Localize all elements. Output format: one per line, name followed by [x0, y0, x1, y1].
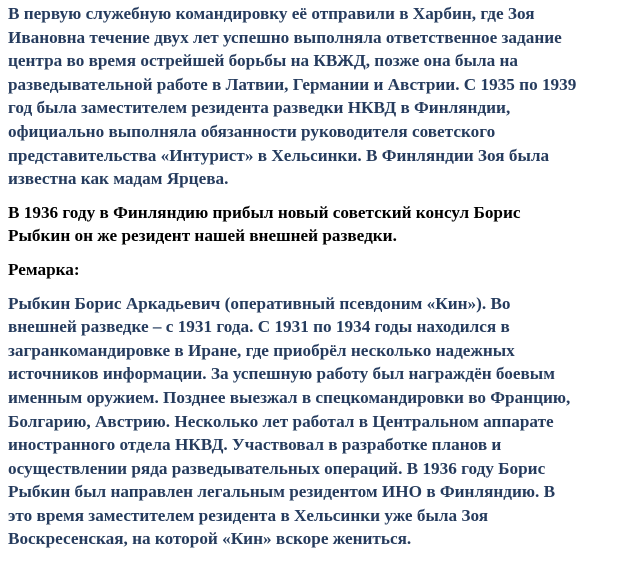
text-line: осуществлении ряда разведывательных операций. В 1936 году Борис — [8, 458, 546, 478]
text-line: В первую служебную командировку её отправили в Харбин, где Зоя — [8, 4, 535, 23]
text-line: это время заместителем резидента в Хельсинки уже была Зоя — [8, 505, 489, 525]
paragraph-zoya-career — [8, 2, 614, 191]
text-line: центра во время острейшей борьбы на КВЖД, позже она была на — [8, 51, 518, 71]
paragraph-rybkin-arrival — [8, 201, 614, 248]
remark-heading — [8, 258, 614, 282]
document-body — [8, 2, 614, 551]
text-line: официально выполняла обязанности руководителя советского — [8, 121, 496, 141]
text-line: Болгарию, Австрию. Несколько лет работал в Центральном аппарате — [8, 411, 554, 431]
text-line: иностранного отдела НКВД. Участвовал в разработке планов и — [8, 435, 502, 455]
text-line: известна как мадам Ярцева. — [8, 169, 229, 189]
paragraph-rybkin-biography — [8, 292, 614, 552]
text-line: Воскресенская, на которой «Кин» вскоре жениться. — [8, 529, 412, 549]
text-line: Ивановна течение двух лет успешно выполняла ответственное задание — [8, 27, 562, 47]
paragraph-spacer — [8, 282, 614, 292]
text-line: Рыбкин он же резидент нашей внешней разведки. — [8, 226, 397, 246]
paragraph-spacer — [8, 191, 614, 201]
text-line: Рыбкин был направлен легальным резидентом ИНО в Финляндию. В — [8, 482, 556, 502]
text-line: В 1936 году в Финляндию прибыл новый советский консул Борис — [8, 202, 521, 222]
paragraph-spacer — [8, 248, 614, 258]
text-line: Рыбкин Борис Аркадьевич (оперативный псевдоним «Кин»). Во — [8, 293, 511, 313]
text-line: представительства «Интурист» в Хельсинки. В Финляндии Зоя была — [8, 145, 550, 165]
remark-heading-text: Ремарка: — [8, 259, 80, 279]
text-line: загранкомандировке в Иране, где приобрёл несколько надежных — [8, 340, 515, 360]
text-line: разведывательной работе в Латвии, Германии и Австрии. С 1935 по 1939 — [8, 74, 577, 94]
text-line: именным оружием. Позднее выезжал в спецкомандировки во Францию, — [8, 387, 571, 407]
text-line: год была заместителем резидента разведки НКВД в Финляндии, — [8, 98, 511, 118]
text-line: внешней разведке – с 1931 года. С 1931 по 1934 годы находился в — [8, 317, 510, 337]
text-line: источников информации. За успешную работу был награждён боевым — [8, 364, 555, 384]
